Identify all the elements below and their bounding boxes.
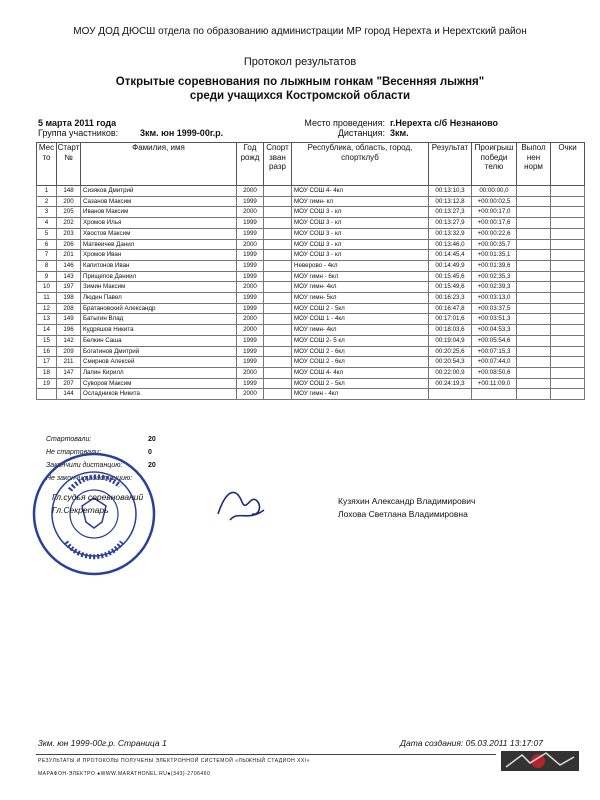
cell-birth-year: 1999 [237,228,264,239]
cell-norm [517,228,551,239]
cell-result: 00:14:49,9 [429,260,472,271]
cell-result: 00:13:46,0 [429,239,472,250]
table-row [37,260,585,271]
cell-club: МОУ СОШ 3 - кл [292,228,429,239]
cell-points [551,207,585,218]
table-row [37,314,585,325]
cell-name: Хвостов Максим [81,228,237,239]
cell-place: 2 [37,196,57,207]
cell-name: Суворов Максим [81,378,237,389]
cell-rank [264,389,292,400]
table-row [37,228,585,239]
cell-result: 00:14:45,4 [429,250,472,261]
summary-started [46,436,156,443]
cell-result: 00:18:03,6 [429,325,472,336]
summary-label: Стартовали: [46,436,92,443]
cell-gap: +00:07:15,3 [472,346,517,357]
summary-label: Не закончили дистанцию: [46,475,133,482]
cell-birth-year: 2000 [237,314,264,325]
cell-points [551,218,585,229]
cell-bib: 209 [57,346,81,357]
cell-points [551,260,585,271]
cell-gap: +00:03:51,3 [472,314,517,325]
table-row [37,207,585,218]
distance-label: Дистанция: [337,128,385,138]
cell-name: Смирнов Алексей [81,357,237,368]
footer-page-info: 3км. юн 1999-00г.р. Страница 1 [38,738,167,748]
cell-rank [264,346,292,357]
cell-result: 00:16:47,8 [429,303,472,314]
cell-norm [517,346,551,357]
table-row [37,196,585,207]
cell-rank [264,303,292,314]
cell-norm [517,186,551,197]
event-title-line2: среди учащихся Костромской области [189,90,411,102]
cell-gap: +00:07:44,0 [472,357,517,368]
cell-bib: 203 [57,228,81,239]
cell-name: Осладников Никита [81,389,237,400]
cell-birth-year: 1999 [237,335,264,346]
cell-rank [264,228,292,239]
cell-bib: 202 [57,218,81,229]
cell-rank [264,293,292,304]
cell-birth-year: 1999 [237,260,264,271]
cell-result: 00:17:01,6 [429,314,472,325]
cell-gap: +00:02:35,3 [472,271,517,282]
event-title-line1: Открытые соревнования по лыжным гонкам "Весенняя лыжня" [115,76,485,88]
cell-result [429,389,472,400]
cell-place: 6 [37,239,57,250]
table-header-row [37,143,585,186]
cell-points [551,325,585,336]
cell-points [551,367,585,378]
cell-norm [517,314,551,325]
table-row [37,186,585,197]
footer-system-line: РЕЗУЛЬТАТЫ И ПРОТОКОЛЫ ПОЛУЧЕНЫ ЭЛЕКТРОННОЙ СИСТЕМОЙ «ЛЫЖНЫЙ СТАДИОН XXI» [38,758,310,764]
cell-gap: +00:01:35,1 [472,250,517,261]
cell-place: 11 [37,293,57,304]
chief-secretary-label: Гл.Секретарь [52,505,109,515]
cell-place: 4 [37,218,57,229]
cell-bib: 211 [57,357,81,368]
cell-gap: +00:00:17,6 [472,218,517,229]
cell-place: 1 [37,186,57,197]
chief-judge-label: Гл.судья соревнований [52,492,144,502]
cell-club: МОУ СОШ 3 - кл [292,218,429,229]
signature-mark [212,480,272,530]
cell-gap: +00:11:09,0 [472,378,517,389]
organization-header: МОУ ДОД ДЮСШ отдела по образованию администрации МР город Нерехта и Нерехтский район [73,26,527,37]
cell-bib: 208 [57,303,81,314]
cell-place: 7 [37,250,57,261]
cell-name: Богатинов Дмитрий [81,346,237,357]
cell-rank [264,260,292,271]
cell-result: 00:15:45,6 [429,271,472,282]
cell-points [551,357,585,368]
cell-result: 00:13:27,3 [429,207,472,218]
cell-club: МОУ СОШ 3 - кл [292,207,429,218]
cell-points [551,250,585,261]
cell-norm [517,282,551,293]
cell-points [551,271,585,282]
cell-club: МОУ СОШ 2 - 6кл [292,357,429,368]
cell-name: Зимин Максим [81,282,237,293]
cell-bib: 198 [57,293,81,304]
table-row [37,303,585,314]
cell-club: МОУ гимн- 5кл [292,293,429,304]
table-row [37,357,585,368]
cell-place: 16 [37,346,57,357]
cell-birth-year: 1999 [237,357,264,368]
cell-place: 18 [37,367,57,378]
cell-place: 9 [37,271,57,282]
cell-place: 15 [37,335,57,346]
cell-rank [264,367,292,378]
table-row [37,346,585,357]
cell-bib: 142 [57,335,81,346]
footer-created: Дата создания: 05.03.2011 13:17:07 [400,738,543,748]
cell-birth-year: 1999 [237,250,264,261]
cell-norm [517,378,551,389]
cell-name: Сазанов Максим [81,196,237,207]
cell-result: 00:13:32,9 [429,228,472,239]
cell-gap: +00:03:13,0 [472,293,517,304]
cell-club: МОУ СОШ 4- 4кл [292,367,429,378]
cell-norm [517,239,551,250]
cell-norm [517,367,551,378]
cell-gap: +00:01:39,6 [472,260,517,271]
cell-gap: +00:08:50,6 [472,367,517,378]
cell-club: МОУ СОШ 2 - 5кл [292,378,429,389]
cell-bib: 201 [57,250,81,261]
cell-birth-year: 1999 [237,378,264,389]
cell-bib: 196 [57,325,81,336]
summary-value: 20 [148,462,156,469]
cell-name: Хромов Илья [81,218,237,229]
cell-birth-year: 1999 [237,303,264,314]
cell-bib: 197 [57,282,81,293]
footer-divider [36,754,496,755]
table-row [37,325,585,336]
cell-club: МОУ СОШ 4- 4кл [292,186,429,197]
cell-rank [264,186,292,197]
cell-gap: +00:03:37,5 [472,303,517,314]
cell-birth-year: 2000 [237,186,264,197]
cell-bib: 200 [57,196,81,207]
cell-rank [264,314,292,325]
cell-club: МОУ СОШ 2 - 5кл [292,303,429,314]
group-label: Группа участников: [38,128,119,138]
distance-value: 3км. [390,128,409,138]
cell-rank [264,207,292,218]
col-header-gap: Проигрыш победи телю [472,143,517,186]
cell-name: Кудряшов Никита [81,325,237,336]
cell-birth-year: 1999 [237,196,264,207]
summary-label: Закончили дистанцию: [46,462,123,469]
cell-result: 00:13:27,9 [429,218,472,229]
cell-club: МОУ СОШ 1 - 4кл [292,314,429,325]
cell-result: 00:13:12,8 [429,196,472,207]
cell-norm [517,389,551,400]
cell-result: 00:24:19,3 [429,378,472,389]
cell-norm [517,271,551,282]
cell-birth-year: 1999 [237,346,264,357]
cell-gap: +00:04:53,3 [472,325,517,336]
cell-birth-year: 2000 [237,282,264,293]
cell-club: МОУ СОШ 2- 5 кл [292,335,429,346]
cell-place: 5 [37,228,57,239]
cell-points [551,196,585,207]
col-header-rank: Спорт зван разр [264,143,292,186]
cell-club: МОУ гимн - 6кл [292,271,429,282]
cell-birth-year: 2000 [237,207,264,218]
cell-gap: +00:00:35,7 [472,239,517,250]
cell-result: 00:20:25,6 [429,346,472,357]
cell-club: МОУ СОШ 2 - 6кл [292,346,429,357]
cell-rank [264,335,292,346]
table-row [37,250,585,261]
col-header-result: Результат [429,143,472,186]
cell-place: 12 [37,303,57,314]
venue-value: г.Нерехта с/б Незнаново [390,118,498,128]
cell-norm [517,260,551,271]
cell-club: МОУ СОШ 3 - кл [292,250,429,261]
chief-secretary-name: Лохова Светлана Владимировна [338,509,468,519]
cell-rank [264,325,292,336]
cell-result: 00:16:23,3 [429,293,472,304]
cell-points [551,293,585,304]
event-date: 5 марта 2011 года [38,118,117,128]
cell-points [551,389,585,400]
cell-name: Иванов Максим [81,207,237,218]
cell-points [551,378,585,389]
cell-name: Людин Павел [81,293,237,304]
cell-place: 13 [37,314,57,325]
cell-norm [517,335,551,346]
protocol-title: Протокол результатов [243,56,357,68]
cell-gap: +00:00:17,0 [472,207,517,218]
cell-place: 8 [37,260,57,271]
cell-bib: 205 [57,207,81,218]
cell-rank [264,250,292,261]
table-row [37,271,585,282]
table-row [37,239,585,250]
cell-result: 00:19:04,9 [429,335,472,346]
cell-points [551,335,585,346]
cell-points [551,282,585,293]
cell-birth-year: 2000 [237,389,264,400]
cell-result: 00:20:54,3 [429,357,472,368]
cell-norm [517,325,551,336]
cell-points [551,303,585,314]
cell-club: МОУ гимн- кл [292,196,429,207]
cell-result: 00:15:49,6 [429,282,472,293]
cell-rank [264,378,292,389]
cell-norm [517,250,551,261]
cell-birth-year: 1999 [237,218,264,229]
cell-name: Прищепов Даниил [81,271,237,282]
cell-club: МОУ гимн- 4кл [292,325,429,336]
table-row [37,389,585,400]
cell-bib: 144 [57,389,81,400]
cell-gap: 00:00:00,0 [472,186,517,197]
cell-norm [517,218,551,229]
cell-place: 14 [37,325,57,336]
cell-gap [472,389,517,400]
cell-rank [264,196,292,207]
cell-bib: 146 [57,260,81,271]
table-row [37,218,585,229]
cell-result: 00:13:10,3 [429,186,472,197]
table-row [37,293,585,304]
cell-name: Батыгин Влад [81,314,237,325]
group-value: 3км. юн 1999-00г.р. [140,128,224,138]
cell-norm [517,207,551,218]
cell-gap: +00:02:39,3 [472,282,517,293]
cell-result: 00:22:00,9 [429,367,472,378]
table-row [37,282,585,293]
col-header-birth-year: Год рожд [237,143,264,186]
cell-norm [517,303,551,314]
cell-name: Белкин Саша [81,335,237,346]
cell-rank [264,282,292,293]
cell-bib: 143 [57,271,81,282]
footer-marathon-line: МАРАФОН-ЭЛЕКТРО ●WWW.MARATHONEL.RU●(343)-2706460 [38,771,211,777]
cell-bib: 207 [57,378,81,389]
cell-name: Матвеичев Данил [81,239,237,250]
cell-norm [517,196,551,207]
col-header-points: Очки [551,143,585,186]
cell-norm [517,357,551,368]
cell-points [551,314,585,325]
col-header-club: Республика, область, город, спортклуб [292,143,429,186]
cell-place: 17 [37,357,57,368]
cell-rank [264,239,292,250]
cell-bib: 148 [57,186,81,197]
cell-club: МОУ гимн - 4кл [292,389,429,400]
cell-club: МОУ гимн- 4кл [292,282,429,293]
table-row [37,335,585,346]
summary-value: 20 [148,436,156,443]
cell-name: Сизяков Дмитрий [81,186,237,197]
cell-rank [264,271,292,282]
cell-birth-year: 2000 [237,239,264,250]
cell-rank [264,218,292,229]
cell-rank [264,357,292,368]
cell-name: Братановский Александр [81,303,237,314]
col-header-place: Мес то [37,143,57,186]
cell-place [37,389,57,400]
cell-bib: 147 [57,367,81,378]
summary-value: 0 [148,449,152,456]
cell-points [551,239,585,250]
col-header-bib: Старт № [57,143,81,186]
cell-gap: +00:00:22,6 [472,228,517,239]
cell-place: 3 [37,207,57,218]
cell-name: Лапин Кирилл [81,367,237,378]
col-header-norm: Выпол нен норм [517,143,551,186]
cell-birth-year: 2000 [237,367,264,378]
cell-place: 10 [37,282,57,293]
marathon-electro-logo [500,748,580,774]
table-row [37,378,585,389]
cell-norm [517,293,551,304]
cell-club: МОУ СОШ 3 - кл [292,239,429,250]
cell-place: 19 [37,378,57,389]
table-row [37,367,585,378]
results-table [36,142,585,400]
cell-name: Хромов Иван [81,250,237,261]
cell-bib: 149 [57,314,81,325]
cell-name: Капитонов Иван [81,260,237,271]
cell-birth-year: 2000 [237,325,264,336]
chief-judge-name: Кузяхин Александр Владимирович [338,496,476,506]
cell-gap: +00:00:02,5 [472,196,517,207]
venue-label: Место проведения: [304,118,385,128]
cell-club: Неверово - 4кл [292,260,429,271]
cell-bib: 206 [57,239,81,250]
cell-points [551,228,585,239]
col-header-name: Фамилия, имя [81,143,237,186]
cell-points [551,186,585,197]
cell-birth-year: 1999 [237,271,264,282]
cell-points [551,346,585,357]
cell-birth-year: 1999 [237,293,264,304]
cell-gap: +00:05:54,6 [472,335,517,346]
summary-label: Не стартовали: [46,449,101,456]
